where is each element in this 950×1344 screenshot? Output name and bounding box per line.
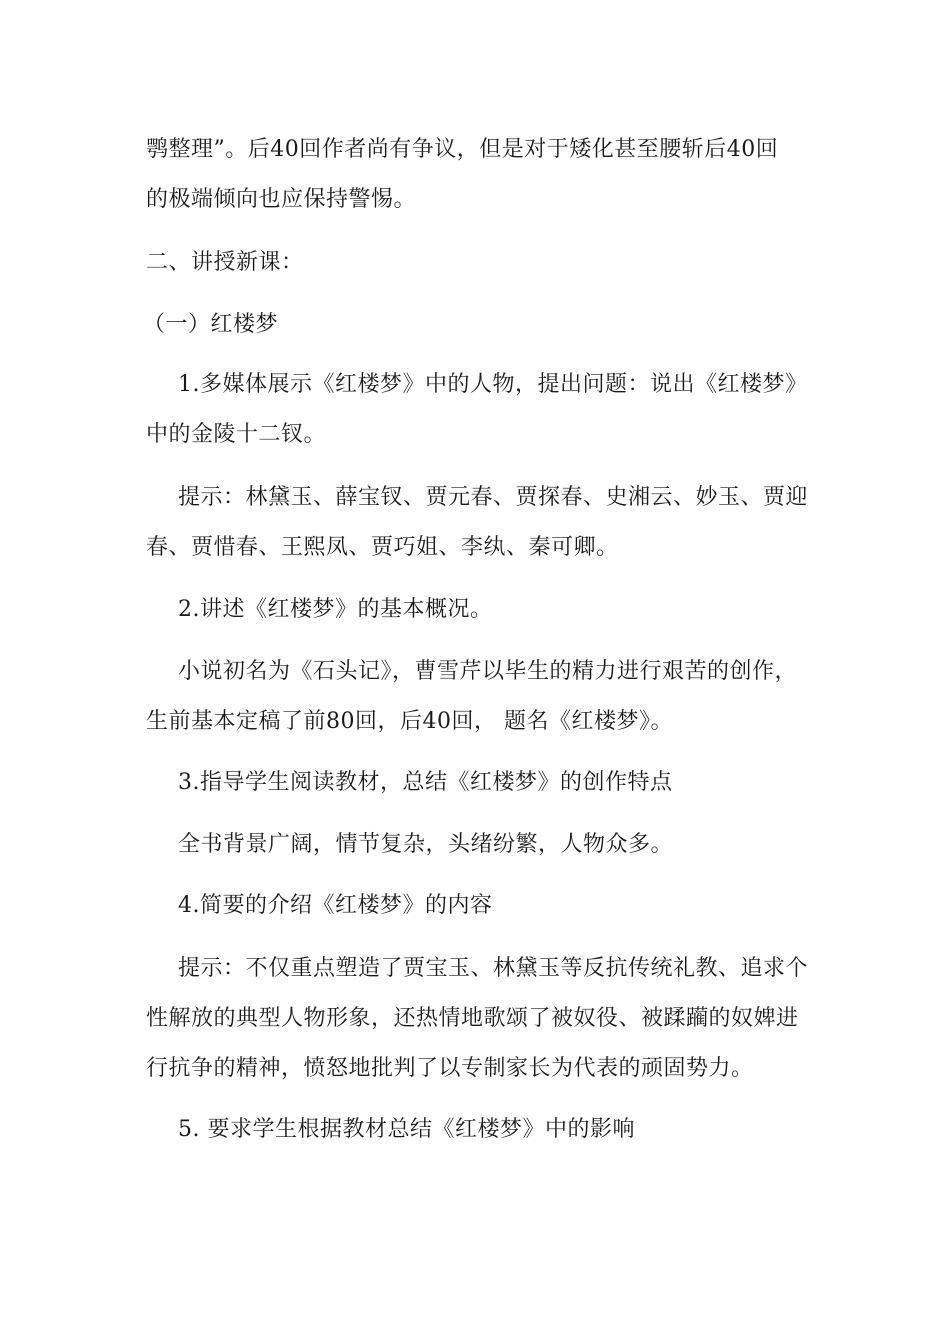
text-line: 行抗争的精神，愤怒地批判了以专制家长为代表的顽固势力。: [146, 1056, 754, 1081]
text-line: 全书背景广阔，情节复杂，头绪纷繁，人物众多。: [178, 832, 674, 857]
text-line: 生前基本定稿了前80回，后40回， 题名《红楼梦》。: [146, 709, 673, 734]
text-line: 春、贾惜春、王熙凤、贾巧姐、李纨、秦可卿。: [146, 535, 619, 560]
text-line: 的极端倾向也应保持警惕。: [146, 187, 417, 212]
section-heading: 二、讲授新课：: [146, 250, 304, 275]
text-line: 鹗整理”。后40回作者尚有争议，但是对于矮化甚至腰斩后40回: [146, 137, 779, 162]
text-line: 性解放的典型人物形象，还热情地歌颂了被奴役、被蹂躏的奴婢进: [146, 1006, 799, 1031]
text-line: 小说初名为《石头记》，曹雪芹以毕生的精力进行艰苦的创作，: [178, 659, 798, 684]
text-line: 4.简要的介绍《红楼梦》的内容: [178, 893, 493, 918]
text-line: 提示：不仅重点塑造了贾宝玉、林黛玉等反抗传统礼教、追求个: [178, 956, 809, 981]
text-line: 2.讲述《红楼梦》的基本概况。: [178, 597, 493, 622]
text-line: 中的金陵十二钗。: [146, 422, 327, 447]
text-line: 3.指导学生阅读教材，总结《红楼梦》的创作特点: [178, 770, 673, 795]
text-line: 5. 要求学生根据教材总结《红楼梦》中的影响: [178, 1117, 635, 1142]
text-line: 提示：林黛玉、薛宝钗、贾元春、贾探春、史湘云、妙玉、贾迎: [178, 485, 809, 510]
subsection-heading: （一）红楼梦: [143, 312, 279, 337]
text-line: 1.多媒体展示《红楼梦》中的人物，提出问题：说出《红楼梦》: [178, 372, 808, 397]
